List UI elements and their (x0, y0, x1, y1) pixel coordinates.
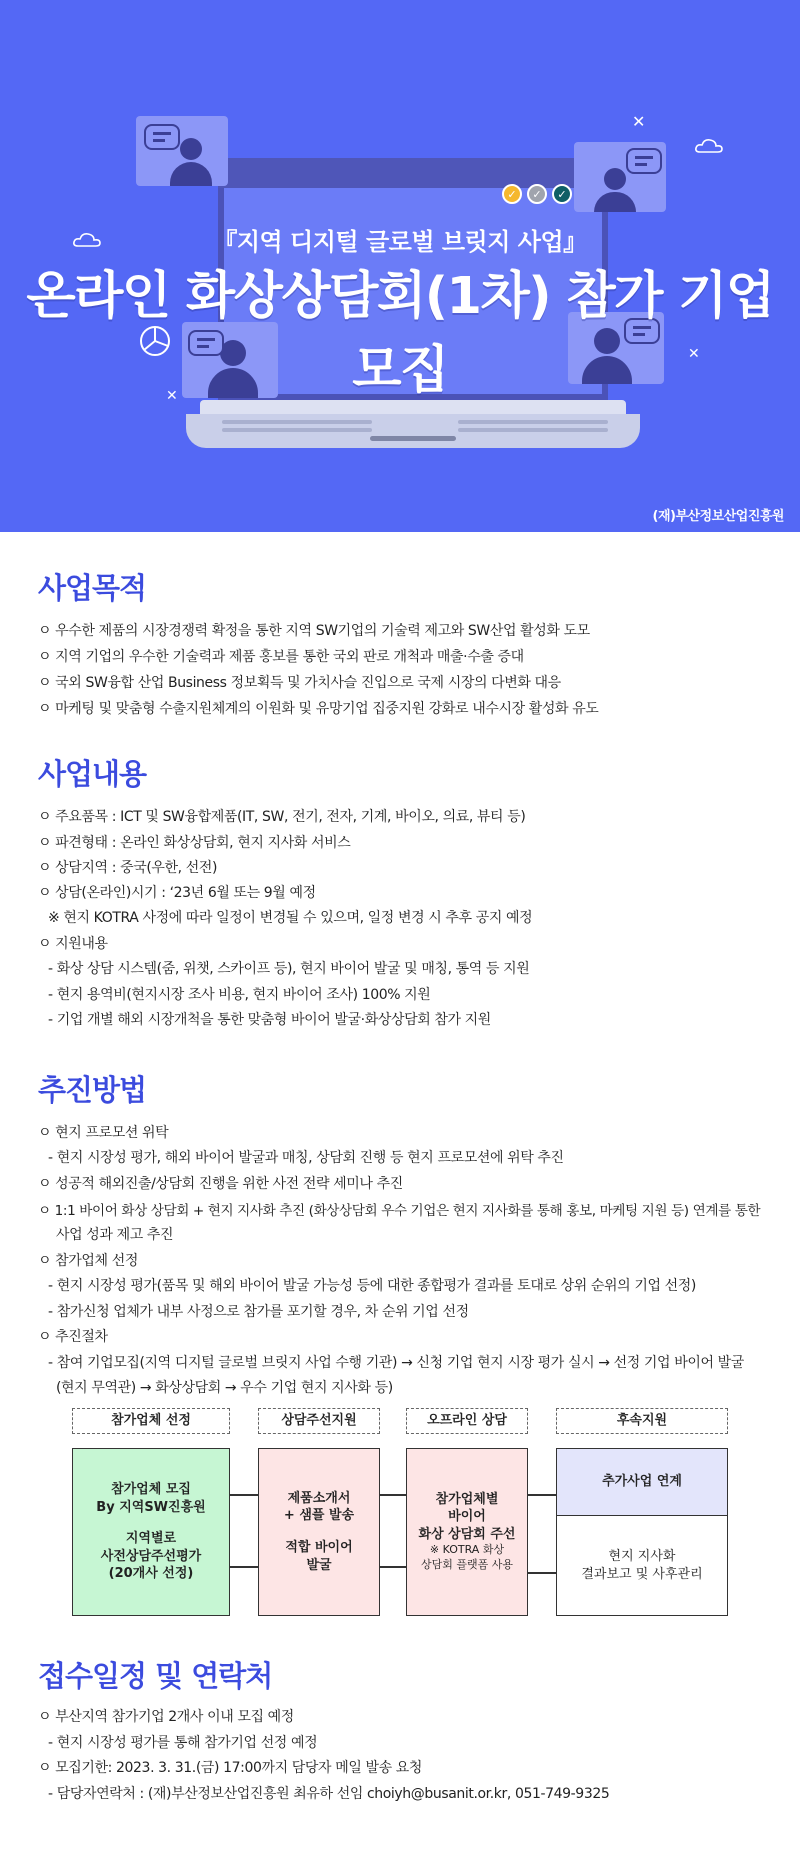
flow-connector (528, 1494, 556, 1496)
contact-info: - 담당자연락처 : (재)부산정보산업진흥원 최유하 선임 choiyh@busanit.or.kr, 051-749-9325 (48, 1786, 610, 1802)
hero-banner (0, 0, 800, 532)
check-icon: ✓ (527, 184, 547, 204)
list-item: ㅇ 추진절차 (38, 1329, 108, 1345)
list-item: ㅇ 지역 기업의 우수한 기술력과 제품 홍보를 통한 국외 판로 개척과 매출·수출 증대 (38, 649, 524, 665)
list-item: ㅇ 상담(온라인)시기 : ‘23년 6월 또는 9월 예정 (38, 885, 316, 901)
flow-box-text: 사전상담주선평가 (100, 1548, 202, 1564)
list-item: ㅇ 참가업체 선정 (38, 1253, 138, 1269)
sub-list-item: - 화상 상담 시스템(줌, 위챗, 스카이프 등), 현지 바이어 발굴 및 매칭, 통역 등 지원 (48, 961, 530, 977)
list-item: ㅇ 성공적 해외진출/상담회 진행을 위한 사전 전략 세미나 추진 (38, 1176, 403, 1192)
flow-box-matching (258, 1448, 380, 1616)
section-title-purpose: 사업목적 (38, 571, 147, 605)
list-item: ㅇ 우수한 제품의 시장경쟁력 확정을 통한 지역 SW기업의 기술력 제고와 SW산업 활성화 도모 (38, 623, 590, 639)
sub-list-item: - 현지 시장성 평가를 통해 참가기업 선정 예정 (48, 1735, 318, 1751)
flow-box-text: 참가업체별 (435, 1491, 499, 1507)
list-item: ㅇ 마케팅 및 맞춤형 수출지원체계의 이원화 및 유망기업 집중지원 강화로 내수시장 활성화 유도 (38, 701, 599, 717)
list-item: ㅇ 국외 SW융합 산업 Business 정보획득 및 가치사슬 진입으로 국제 시장의 다변화 대응 (38, 675, 561, 691)
sparkle-icon: ✕ (688, 346, 700, 362)
organization-name: (재)부산정보산업진흥원 (652, 509, 784, 524)
section-title-content: 사업내용 (38, 757, 147, 791)
person-icon (180, 138, 202, 160)
flow-box-note: 상담회 플랫폼 사용 (420, 1558, 513, 1572)
laptop-key-row (458, 420, 608, 424)
flow-connector (528, 1572, 556, 1574)
flow-header: 상담주선지원 (258, 1408, 380, 1434)
list-item: ㅇ 상담지역 : 중국(우한, 선전) (38, 860, 218, 876)
list-item: ㅇ 현지 프로모션 위탁 (38, 1125, 169, 1141)
list-item: ㅇ 파견형태 : 온라인 화상상담회, 현지 지사화 서비스 (38, 835, 351, 851)
laptop-touchpad (370, 436, 456, 441)
flow-connector (230, 1494, 258, 1496)
sub-list-item: - 현지 용역비(현지시장 조사 비용, 현지 바이어 조사) 100% 지원 (48, 987, 431, 1003)
cloud-icon (694, 138, 724, 154)
sub-list-item: - 현지 시장성 평가(품목 및 해외 바이어 발굴 가능성 등에 대한 종합평가 결과를 토대로 상위 순위의 기업 선정) (48, 1278, 696, 1294)
flow-connector (230, 1566, 258, 1568)
flow-box-text: 결과보고 및 사후관리 (581, 1566, 703, 1582)
laptop-key-row (458, 428, 608, 432)
list-item: ㅇ 부산지역 참가기업 2개사 이내 모집 예정 (38, 1709, 294, 1725)
section-title-method: 추진방법 (38, 1073, 147, 1107)
banner-title: 온라인 화상상담회(1차) 참가 기업 모집 (26, 267, 774, 400)
flow-header: 참가업체 선정 (72, 1408, 230, 1434)
sub-list-item: - 참가신청 업체가 내부 사정으로 참가를 포기할 경우, 차 순위 기업 선정 (48, 1304, 469, 1320)
flow-box-text: (20개사 선정) (108, 1566, 194, 1582)
sub-list-item: - 현지 시장성 평가, 해외 바이어 발굴과 매칭, 상담회 진행 등 현지 프로모션에 위탁 추진 (48, 1150, 564, 1166)
flow-box-text: 추가사업 연계 (602, 1474, 682, 1490)
list-item: ㅇ 모집기한: 2023. 3. 31.(금) 17:00까지 담당자 메일 발송 요청 (38, 1760, 423, 1776)
flow-box-text: 참가업체 모집 (111, 1482, 191, 1498)
check-icon: ✓ (552, 184, 572, 204)
check-icon: ✓ (502, 184, 522, 204)
flow-box-followup-bottom (556, 1515, 728, 1616)
chat-bubble-icon (626, 148, 662, 174)
sub-list-item: - 기업 개별 해외 시장개척을 통한 맞춤형 바이어 발굴·화상상담회 참가 지원 (48, 1012, 491, 1028)
monitor-icon (574, 142, 666, 212)
laptop-key-row (222, 428, 372, 432)
sparkle-icon: ✕ (166, 388, 178, 404)
flow-box-text: By 지역SW진흥원 (96, 1499, 206, 1515)
list-item-continuation: 사업 성과 제고 추진 (56, 1227, 174, 1243)
flow-connector (380, 1566, 406, 1568)
flow-box-text: + 샘플 발송 (283, 1508, 355, 1524)
sub-list-item: - 참여 기업모집(지역 디지털 글로벌 브릿지 사업 수행 기관) → 신청 기업 현지 시장 평가 실시 → 선정 기업 바이어 발굴 (48, 1355, 744, 1371)
note-item: ※ 현지 KOTRA 사정에 따라 일정이 변경될 수 있으며, 일정 변경 시 추후 공지 예정 (48, 910, 533, 926)
flow-box-text: 지역별로 (125, 1531, 177, 1547)
flow-box-note: ※ KOTRA 화상 (429, 1543, 505, 1557)
laptop-key-row (222, 420, 372, 424)
banner-subtitle: 『지역 디지털 글로벌 브릿지 사업』 (213, 228, 587, 256)
section-title-contact: 접수일정 및 연락처 (38, 1659, 273, 1693)
flow-box-text: 현지 지사화 (608, 1548, 676, 1564)
flow-box-text: 바이어 (448, 1509, 486, 1525)
person-icon (604, 168, 626, 190)
flow-box-text: 적합 바이어 (285, 1540, 353, 1555)
flow-box-selection (72, 1448, 230, 1616)
sparkle-icon: ✕ (632, 112, 646, 131)
chat-bubble-icon (144, 124, 180, 150)
flow-header: 오프라인 상담 (406, 1408, 528, 1434)
status-dots (502, 184, 572, 204)
sub-list-item-continuation: (현지 무역관) → 화상상담회 → 우수 기업 현지 지사화 등) (56, 1380, 393, 1396)
list-item: ㅇ 1:1 바이어 화상 상담회 + 현지 지사화 추진 (화상상담회 우수 기업은 현지 지사화를 통해 홍보, 마케팅 지원 등) 연계를 통한 (38, 1203, 761, 1219)
flow-box-text: 화상 상담회 주선 (418, 1526, 516, 1542)
list-item: ㅇ 지원내용 (38, 936, 108, 952)
flow-connector (380, 1494, 406, 1496)
flow-header: 후속지원 (556, 1408, 728, 1434)
list-item: ㅇ 주요품목 : ICT 및 SW융합제품(IT, SW, 전기, 전자, 기계, 바이오, 의료, 뷰티 등) (38, 809, 526, 825)
flow-box-followup-top (556, 1448, 728, 1516)
flow-box-text: 발굴 (306, 1557, 332, 1573)
flow-box-consultation (406, 1448, 528, 1616)
monitor-icon (136, 116, 228, 186)
flow-box-text: 제품소개서 (287, 1490, 351, 1506)
